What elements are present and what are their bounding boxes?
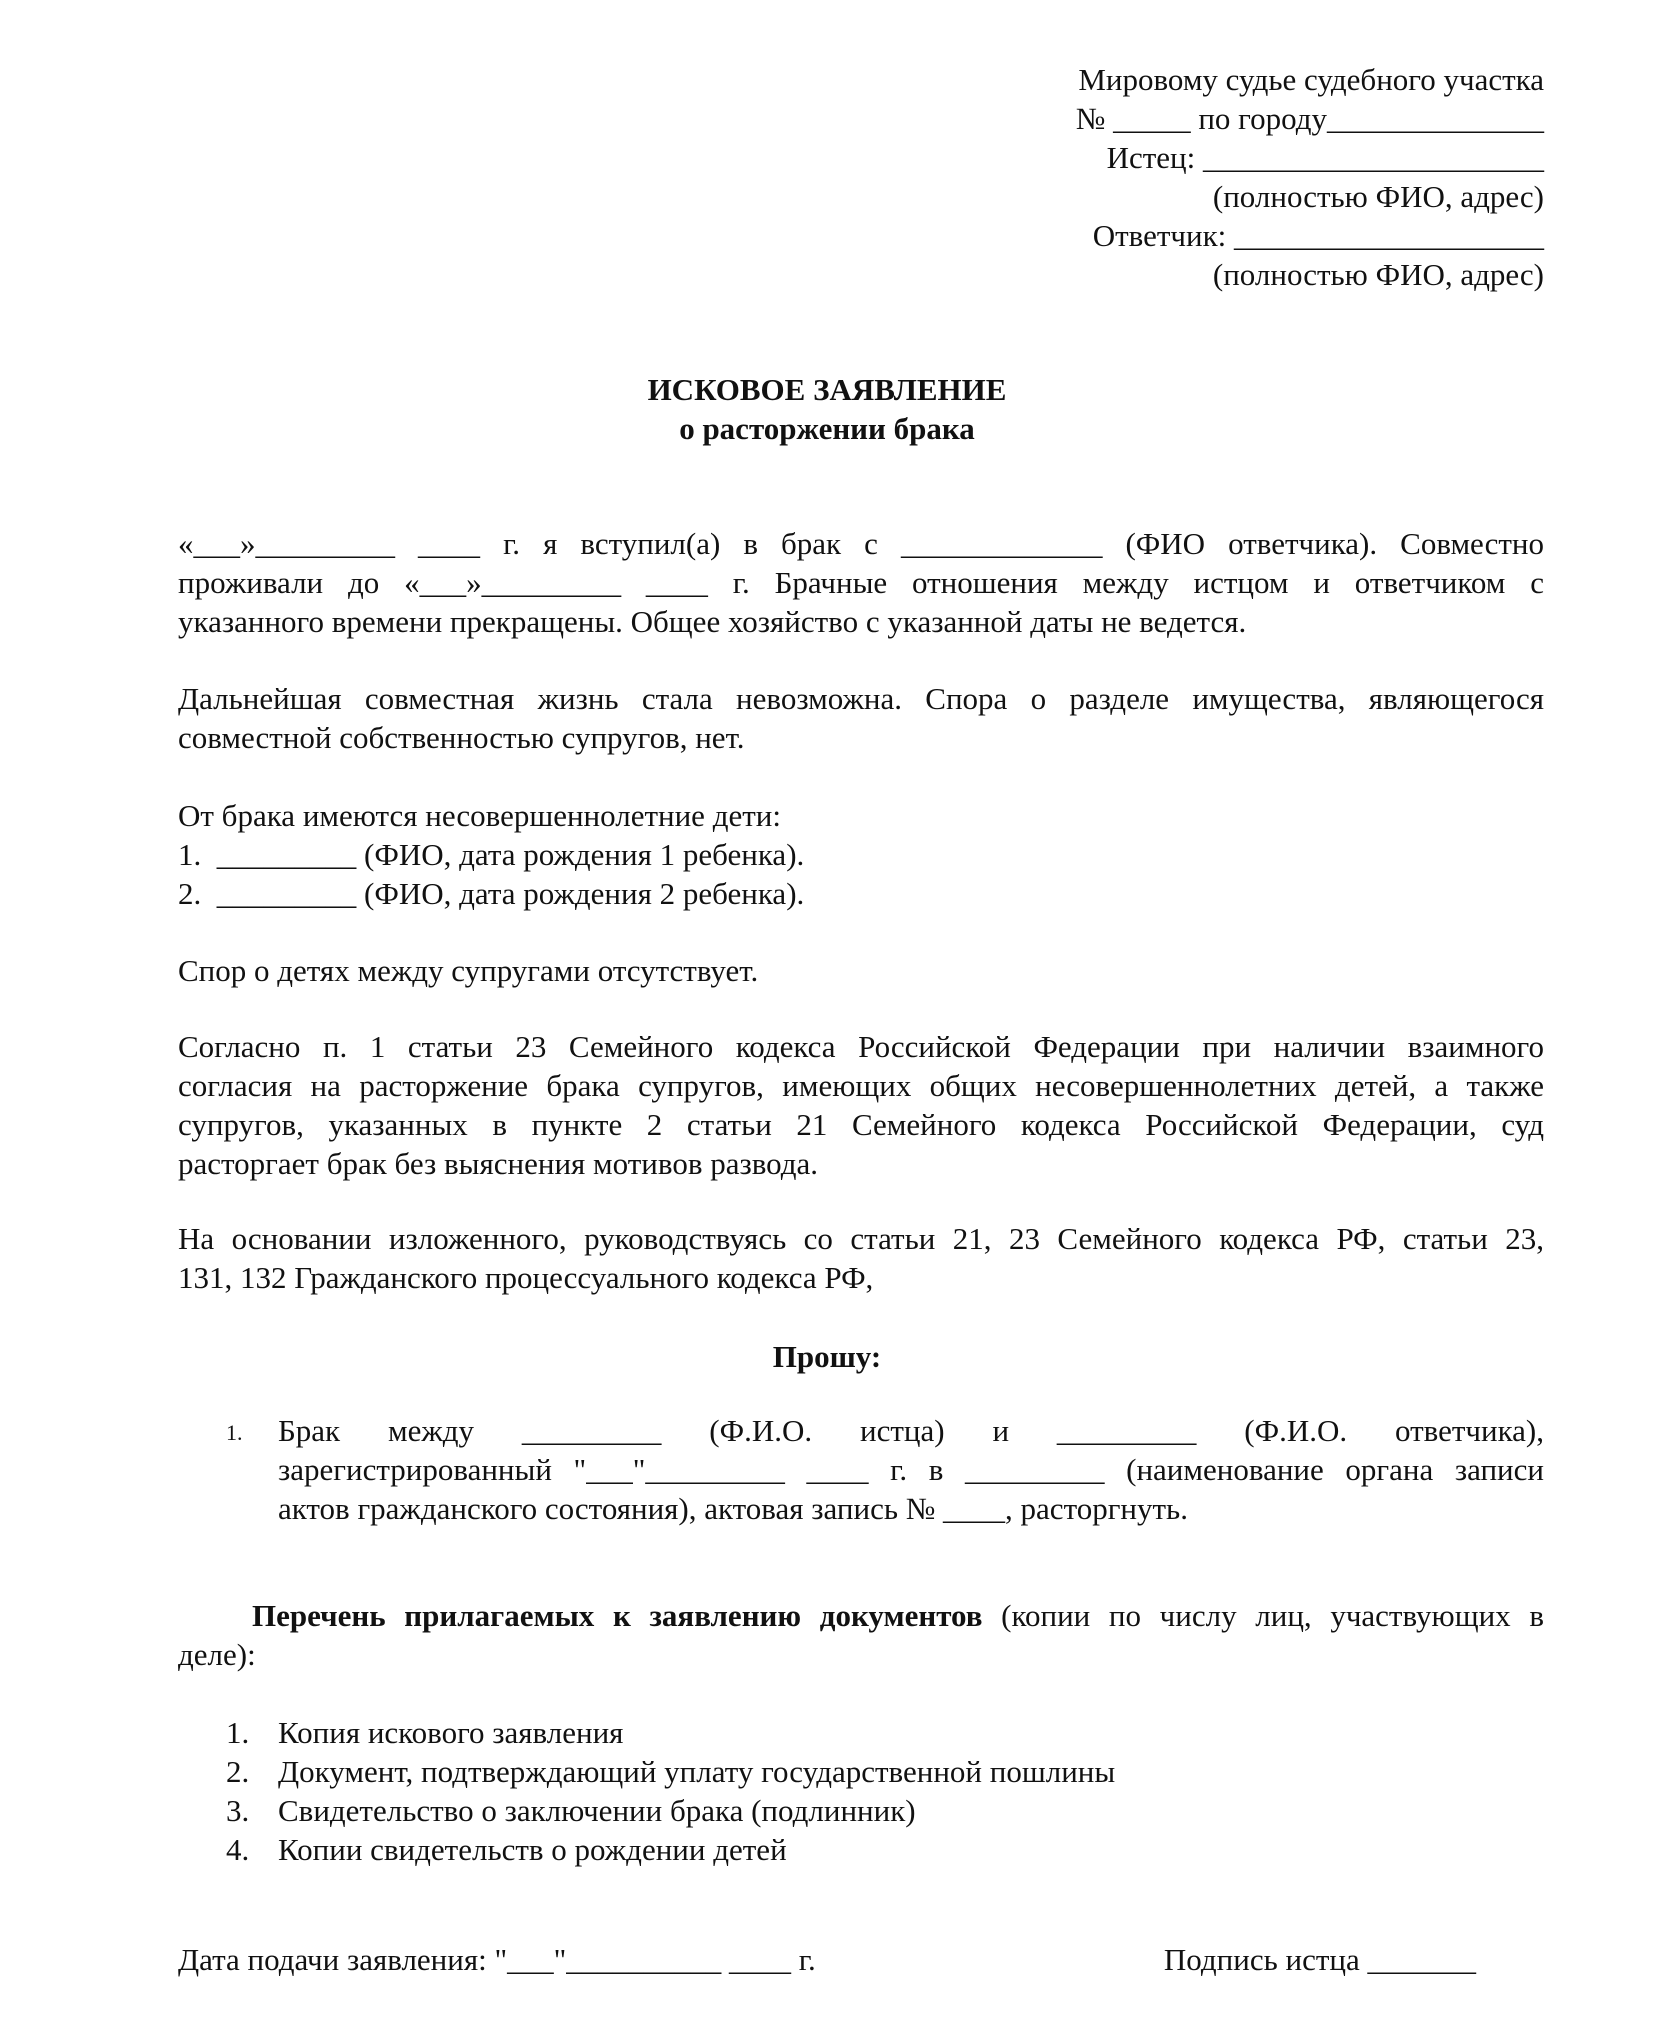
children-intro: От брака имеются несовершеннолетние дети: (178, 798, 781, 833)
paragraph-line: 131, 132 Гражданского процессуального кодекса РФ, (178, 1260, 874, 1295)
request-item (226, 1411, 1544, 1531)
footer (178, 1940, 1476, 1979)
request-item-text (278, 1411, 1544, 1528)
paragraph-line: Дальнейшая совместная жизнь стала невозможна. Спора о разделе имущества, являющегося (178, 681, 1544, 716)
list-item-text: Копии свидетельств о рождении детей (278, 1832, 787, 1867)
paragraph-line: Согласно п. 1 статьи 23 Семейного кодекса Российской Федерации при наличии взаимного (178, 1029, 1544, 1064)
child-item-1: 1. _________ (ФИО, дата рождения 1 ребенка). (178, 837, 805, 872)
paragraph-line: проживали до «___»_________ ____ г. Брачные отношения между истцом и ответчиком с (178, 565, 1544, 600)
paragraph-line: совместной собственностью супругов, нет. (178, 720, 745, 755)
paragraph-grounds (178, 1219, 1544, 1297)
request-item-number: 1. (226, 1420, 243, 1445)
paragraph-line: На основании изложенного, руководствуясь со статьи 21, 23 Семейного кодекса РФ, статьи 23, (178, 1221, 1544, 1256)
list-item-text: Документ, подтверждающий уплату государственной пошлины (278, 1754, 1116, 1789)
paragraph-children (178, 796, 1544, 913)
paragraph-line: Брак между _________ (Ф.И.О. истца) и _________ (Ф.И.О. ответчика), (278, 1413, 1544, 1448)
list-item-number: 1. (226, 1715, 250, 1750)
request-heading: Прошу: (772, 1339, 882, 1374)
attachments-heading-rest: (копии по числу лиц, участвующих в (982, 1598, 1544, 1633)
paragraph-no-dispute (178, 951, 1544, 990)
addressee-defendant: Ответчик: ____________________ (1092, 218, 1544, 253)
paragraph-line: согласия на расторжение брака супругов, имеющих общих несовершеннолетних детей, а также (178, 1068, 1544, 1103)
addressee-plaintiff: Истец: ______________________ (1106, 140, 1544, 175)
list-item-text: Копия искового заявления (278, 1715, 624, 1750)
attachments-heading-line2: деле): (178, 1637, 256, 1672)
list-item (226, 1791, 1526, 1830)
attachments-heading-bold: Перечень прилагаемых к заявлению документов (252, 1598, 983, 1633)
paragraph-line: «___»_________ ____ г. я вступил(а) в брак с _____________ (ФИО ответчика). Совместно (178, 526, 1544, 561)
plaintiff-signature: Подпись истца _______ (1163, 1942, 1476, 1977)
list-item-number: 4. (226, 1832, 250, 1867)
addressee-block (984, 60, 1544, 294)
list-item-number: 3. (226, 1793, 250, 1828)
child-item-2: 2. _________ (ФИО, дата рождения 2 ребенка). (178, 876, 805, 911)
list-item-number: 2. (226, 1754, 250, 1789)
paragraph-line: зарегистрированный "___"_________ ____ г. в _________ (наименование органа записи (278, 1452, 1544, 1487)
attachments-heading (178, 1596, 1544, 1674)
paragraph-line: расторгает брак без выяснения мотивов развода. (178, 1146, 819, 1181)
paragraph-marriage-info (178, 524, 1544, 641)
addressee-district: № _____ по городу______________ (1075, 101, 1544, 136)
paragraph-line: актов гражданского состояния), актовая запись № ____, расторгнуть. (278, 1491, 1188, 1526)
submission-date: Дата подачи заявления: "___"__________ ____ г. (178, 1942, 816, 1977)
attachments-list (226, 1713, 1526, 1869)
paragraph-line: супругов, указанных в пункте 2 статьи 21 Семейного кодекса Российской Федерации, суд (178, 1107, 1544, 1142)
list-item (226, 1713, 1526, 1752)
title-sub: о расторжении брака (679, 411, 975, 446)
addressee-plaintiff-hint: (полностью ФИО, адрес) (1212, 179, 1544, 214)
list-item (226, 1752, 1526, 1791)
attachments-heading-line (178, 1596, 1544, 1635)
title-main: ИСКОВОЕ ЗАЯВЛЕНИЕ (647, 372, 1007, 407)
addressee-court: Мировому судье судебного участка (1078, 62, 1544, 97)
addressee-defendant-hint: (полностью ФИО, адрес) (1212, 257, 1544, 292)
paragraph-line: Спор о детях между супругами отсутствует. (178, 953, 759, 988)
document-title (0, 370, 1654, 448)
list-item-text: Свидетельство о заключении брака (подлинник) (278, 1793, 916, 1828)
paragraph-cohabitation (178, 679, 1544, 757)
list-item (226, 1830, 1526, 1869)
paragraph-legal-basis (178, 1027, 1544, 1183)
paragraph-line: указанного времени прекращены. Общее хозяйство с указанной даты не ведется. (178, 604, 1247, 639)
